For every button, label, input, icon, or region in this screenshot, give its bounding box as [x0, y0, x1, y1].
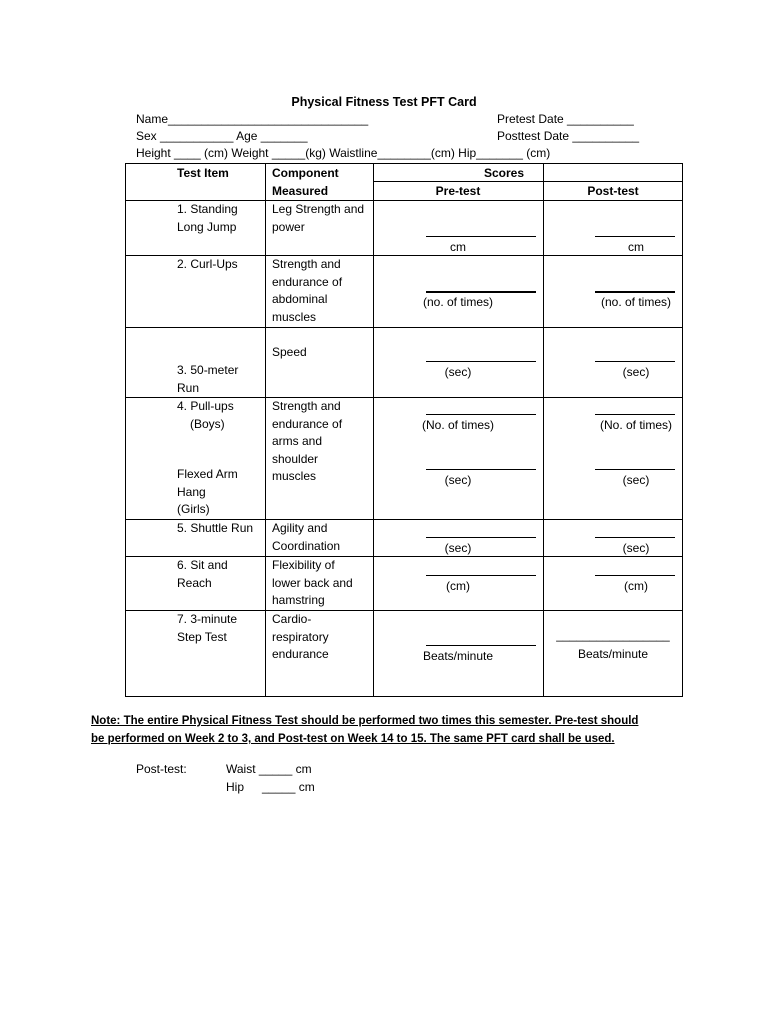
pretest-score-blank [426, 645, 536, 646]
component-measured: Cardio- respiratory endurance [272, 612, 329, 661]
posttest-hip-field: _____ cm [262, 780, 315, 794]
posttest-footer-label: Post-test: [136, 762, 187, 776]
posttest-score-blank [595, 414, 675, 415]
posttest-score-blank [595, 236, 675, 237]
pretest-unit: (No. of times) [421, 418, 494, 432]
component-measured: Leg Strength and power [272, 202, 365, 234]
row-divider [126, 327, 682, 328]
page-title: Physical Fitness Test PFT Card [291, 95, 477, 109]
test-item-50-meter-run: 3. 50-meter Run [177, 363, 239, 395]
component-measured: Speed [272, 345, 307, 359]
pretest-score-blank-2 [426, 469, 536, 470]
test-item-shuttle-run: 5. Shuttle Run [177, 521, 254, 535]
pretest-unit: (sec) [444, 541, 472, 555]
name-field: Name______________________________ [136, 112, 369, 126]
pretest-unit: (no. of times) [422, 295, 494, 309]
posttest-unit: (no. of times) [600, 295, 672, 309]
posttest-hip-label: Hip [226, 780, 245, 794]
test-item-sit-and-reach: 6. Sit and Reach [177, 558, 228, 590]
test-item-curl-ups: 2. Curl-Ups [177, 257, 238, 271]
posttest-score-blank [595, 575, 675, 576]
pretest-score-blank [426, 575, 536, 576]
test-item-pull-ups: 4. Pull-ups (Boys) [177, 399, 234, 431]
component-measured: Flexibility of lower back and hamstring [272, 558, 353, 607]
note-text: Note: The entire Physical Fitness Test should be performed two times this semester. Pre-test should be performed on Week 2 to 3, and Post-test on Week 14 to 15. The same PFT card shall be used. [91, 715, 639, 745]
pft-table [125, 163, 683, 697]
col-divider [543, 164, 544, 696]
posttest-date-field: Posttest Date __________ [497, 129, 640, 143]
component-measured: Strength and endurance of abdominal muscles [272, 257, 343, 324]
header-posttest: Post-test [587, 184, 639, 198]
col-divider [265, 164, 266, 696]
posttest-score-blank: _________________ [556, 628, 670, 642]
test-item-flexed-arm-hang: Flexed Arm Hang (Girls) [177, 467, 238, 516]
posttest-unit: cm [628, 240, 644, 254]
pretest-score-blank [426, 361, 536, 362]
component-measured: Strength and endurance of arms and shoulder muscles [272, 399, 343, 483]
pretest-score-blank [426, 291, 536, 293]
posttest-unit: (No. of times) [599, 418, 672, 432]
posttest-score-blank [595, 537, 675, 538]
sex-age-field: Sex ___________ Age _______ [136, 129, 308, 143]
header-scores: Scores [483, 166, 525, 180]
posttest-score-blank [595, 291, 675, 293]
posttest-unit-2: (sec) [622, 473, 650, 487]
header-pretest: Pre-test [435, 184, 481, 198]
pretest-unit: Beats/minute [422, 649, 494, 663]
pretest-score-blank [426, 414, 536, 415]
header-component: Component Measured [272, 166, 339, 198]
test-item-3-minute-step-test: 7. 3-minute Step Test [177, 612, 238, 644]
posttest-unit: (cm) [624, 579, 648, 593]
pretest-unit: (cm) [446, 579, 470, 593]
test-item-standing-long-jump: 1. Standing Long Jump [177, 202, 238, 234]
posttest-unit: Beats/minute [577, 647, 649, 661]
pretest-score-blank [426, 236, 536, 237]
posttest-score-blank-2 [595, 469, 675, 470]
header-test-item: Test Item [177, 166, 229, 180]
scores-divider [373, 181, 682, 182]
pretest-unit: (sec) [444, 365, 472, 379]
posttest-score-blank [595, 361, 675, 362]
posttest-unit: (sec) [622, 541, 650, 555]
pretest-unit-2: (sec) [444, 473, 472, 487]
posttest-waist-field: Waist _____ cm [226, 762, 312, 776]
height-weight-field: Height ____ (cm) Weight _____(kg) Waistline________(cm) Hip_______ (cm) [136, 146, 551, 160]
posttest-unit: (sec) [622, 365, 650, 379]
pretest-unit: cm [450, 240, 466, 254]
component-measured: Agility and Coordination [272, 521, 341, 553]
pretest-score-blank [426, 537, 536, 538]
pretest-date-field: Pretest Date __________ [497, 112, 634, 126]
